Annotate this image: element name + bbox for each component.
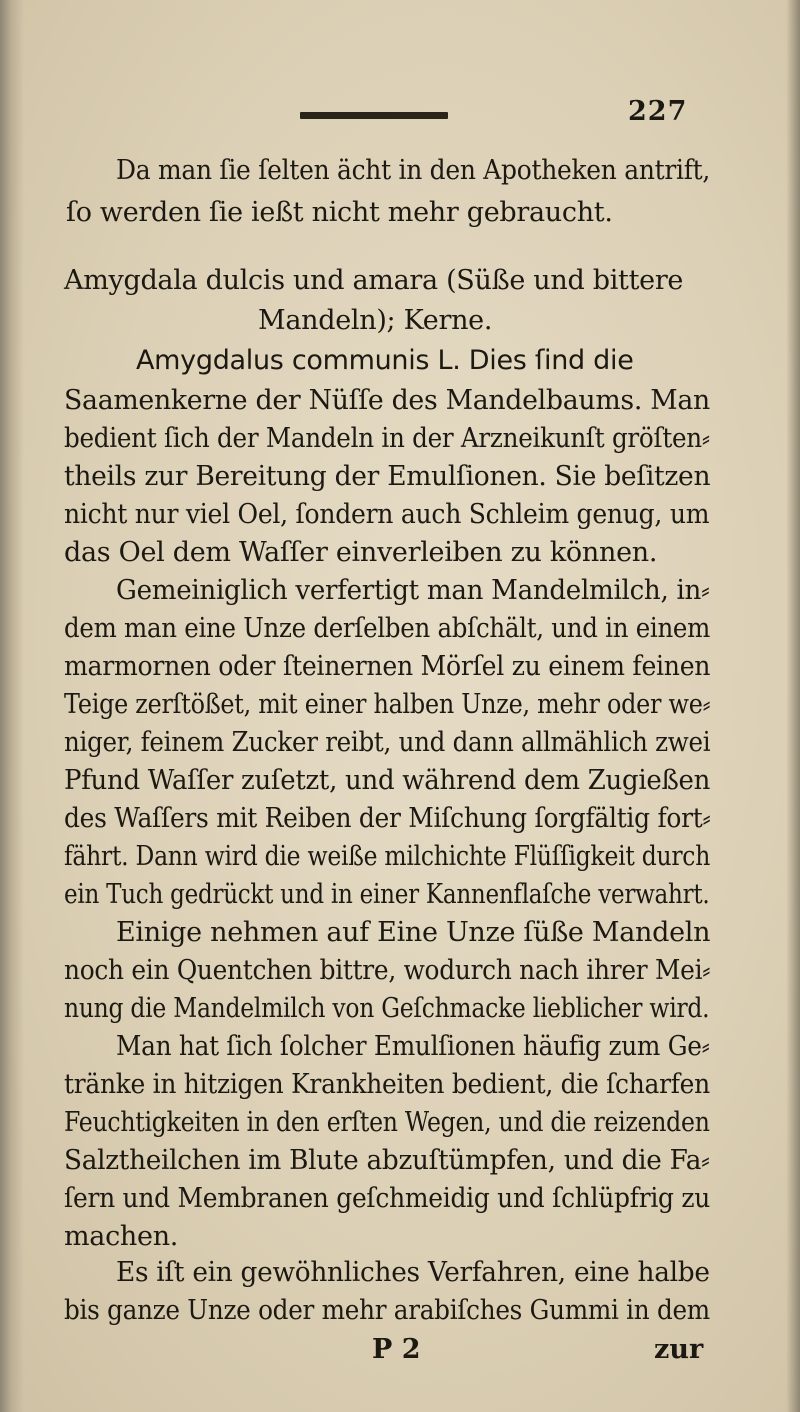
text-line: machen. [64,1221,179,1252]
text-line: ſern und Membranen geſchmeidig und ſchlüpfrig zu [64,1183,711,1214]
text-line: des Waſſers mit Reiben der Miſchung ſorgfältig fort⸗ [64,803,711,834]
text-line: ſo werden ſie ießt nicht mehr gebraucht. [66,197,613,228]
text-line: das Oel dem Waſſer einverleiben zu können. [64,537,658,568]
text-line: nicht nur viel Oel, ſondern auch Schleim genug, um [64,499,710,530]
text-line: bis ganze Unze oder mehr arabiſches Gummi in dem [64,1295,710,1326]
text-line: Man hat ſich ſolcher Emulſionen häufig zum Ge⸗ [116,1031,710,1062]
text-line: fährt. Dann wird die weiße milchichte Flüſſigkeit durch [64,841,711,872]
text-line: Feuchtigkeiten in den erſten Wegen, und die reizenden [64,1107,710,1138]
text-line: Saamenkerne der Nüſſe des Mandelbaums. Man [64,385,710,416]
signature-mark: P 2 [372,1334,421,1365]
text-line: Pfund Waſſer zuſetzt, und während dem Zugießen [64,765,711,796]
text-line: Es iſt ein gewöhnliches Verfahren, eine halbe [116,1257,710,1288]
text-line: noch ein Quentchen bittre, wodurch nach ihrer Mei⸗ [64,955,711,986]
binding-gutter-shadow [0,0,24,1412]
text-line: theils zur Bereitung der Emulſionen. Sie beſitzen [64,461,711,492]
page-number: 227 [628,96,688,127]
text-line: Amygdala dulcis und amara (Süße und bittere [64,265,684,296]
text-line: tränke in hitzigen Krankheiten bedient, die ſcharfen [64,1069,710,1100]
text-line: bedient ſich der Mandeln in der Arzneikunſt gröſten⸗ [64,423,710,454]
text-line: Mandeln); Kerne. [258,305,493,336]
text-line: dem man eine Unze derſelben abſchält, und in einem [64,613,711,644]
catchword: zur [654,1334,704,1365]
text-line: Gemeiniglich verfertigt man Mandelmilch, in⸗ [116,575,710,606]
text-line: nung die Mandelmilch von Geſchmacke lieblicher wird. [64,993,710,1024]
text-line: niger, feinem Zucker reibt, und dann allmählich zwei [64,727,711,758]
text-line: Einige nehmen auf Eine Unze ſüße Mandeln [116,917,711,948]
text-line: Amygdalus communis L. Dies ſind die [136,345,634,376]
text-line: marmornen oder ſteinernen Mörſel zu einem feinen [64,651,711,682]
text-line: Da man ſie ſelten ächt in den Apotheken antrift, [116,155,711,186]
page-edge-shadow [786,0,800,1412]
text-line: ein Tuch gedrückt und in einer Kannenflaſche verwahrt. [64,879,710,910]
header-ornament-rule [300,112,448,119]
text-line: Teige zerſtößet, mit einer halben Unze, mehr oder we⸗ [64,689,711,720]
text-line: Salztheilchen im Blute abzuſtümpfen, und die Fa⸗ [64,1145,710,1176]
